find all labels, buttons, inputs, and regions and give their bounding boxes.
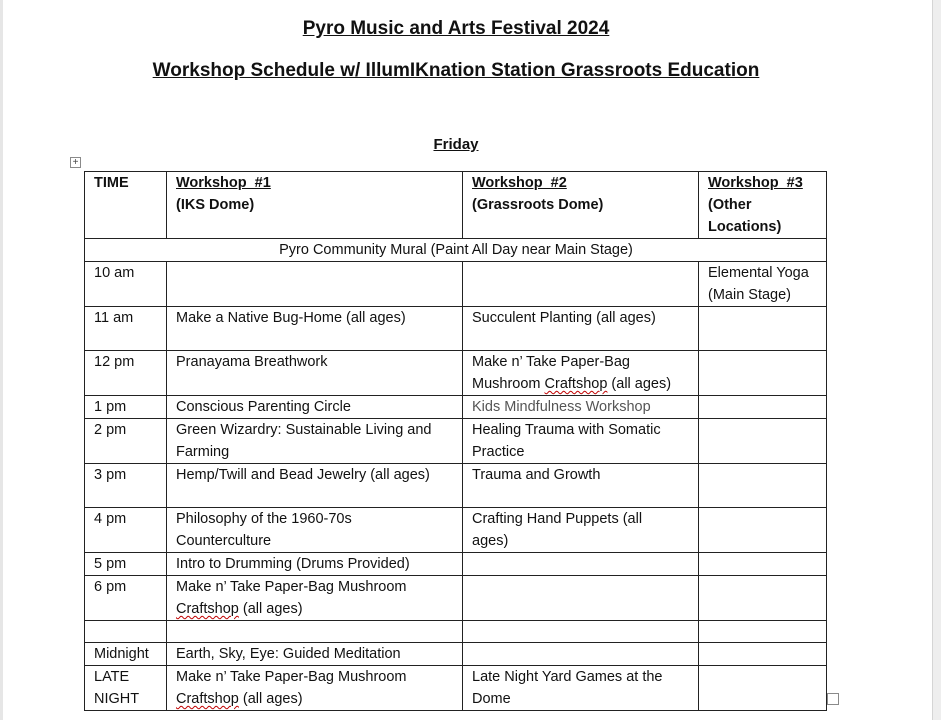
workshop-3-cell bbox=[699, 396, 827, 419]
header-workshop-1-location: (IKS Dome) bbox=[176, 197, 255, 213]
header-workshop-3 bbox=[699, 172, 827, 239]
workshop-2-cell bbox=[463, 553, 699, 576]
workshop-3-cell bbox=[699, 576, 827, 621]
header-time bbox=[85, 172, 167, 239]
header-workshop-2-title: Workshop #2 bbox=[472, 175, 567, 191]
workshop-3-cell bbox=[699, 508, 827, 553]
time-cell: 6 pm bbox=[85, 576, 167, 621]
workshop-1-line-2: Counterculture bbox=[176, 533, 272, 549]
table-row bbox=[85, 576, 827, 621]
workshop-2-line-2b: (all ages) bbox=[607, 376, 672, 392]
header-workshop-3-location-a: (Other bbox=[708, 197, 752, 213]
header-time-label: TIME bbox=[94, 175, 129, 191]
mural-cell: Pyro Community Mural (Paint All Day near Main Stage) bbox=[85, 239, 827, 262]
workshop-1-cell: Earth, Sky, Eye: Guided Meditation bbox=[167, 643, 463, 666]
time-cell bbox=[85, 666, 167, 711]
workshop-1-line-1: Make n’ Take Paper-Bag Mushroom bbox=[176, 579, 407, 595]
workshop-3-line-2: (Main Stage) bbox=[708, 287, 792, 303]
table-row bbox=[85, 464, 827, 508]
table-row bbox=[85, 553, 827, 576]
workshop-2-line-2: ages) bbox=[472, 533, 509, 549]
table-row bbox=[85, 307, 827, 351]
document-subtitle: Workshop Schedule w/ IllumIKnation Station Grassroots Education bbox=[152, 60, 760, 81]
spellcheck-word: Craftshop bbox=[544, 376, 608, 392]
header-workshop-1-title: Workshop #1 bbox=[176, 175, 271, 191]
time-cell: 3 pm bbox=[85, 464, 167, 508]
workshop-1-cell bbox=[167, 262, 463, 307]
header-workshop-1 bbox=[167, 172, 463, 239]
workshop-1-cell: Make a Native Bug-Home (all ages) bbox=[167, 307, 463, 351]
workshop-2-cell bbox=[463, 576, 699, 621]
workshop-1-line-1: Green Wizardry: Sustainable Living and bbox=[176, 422, 432, 438]
table-row bbox=[85, 351, 827, 396]
time-cell: 5 pm bbox=[85, 553, 167, 576]
time-cell: 2 pm bbox=[85, 419, 167, 464]
workshop-2-line-1: Crafting Hand Puppets (all bbox=[472, 511, 643, 527]
time-cell: 11 am bbox=[85, 307, 167, 351]
workshop-3-cell bbox=[699, 666, 827, 711]
workshop-3-cell bbox=[699, 351, 827, 396]
workshop-1-line-2: (all ages) bbox=[238, 601, 303, 617]
workshop-1-cell bbox=[167, 419, 463, 464]
workshop-3-cell bbox=[699, 553, 827, 576]
workshop-1-cell: Pranayama Breathwork bbox=[167, 351, 463, 396]
workshop-3-cell bbox=[699, 307, 827, 351]
workshop-2-line-1: Make n’ Take Paper-Bag bbox=[472, 354, 630, 370]
workshop-2-cell bbox=[463, 262, 699, 307]
workshop-2-cell bbox=[463, 666, 699, 711]
table-header-row bbox=[85, 172, 827, 239]
workshop-3-cell bbox=[699, 464, 827, 508]
workshop-1-line-1: Make n’ Take Paper-Bag Mushroom bbox=[176, 669, 407, 685]
workshop-2-cell bbox=[463, 508, 699, 553]
workshop-2-cell: Trauma and Growth bbox=[463, 464, 699, 508]
time-cell: 10 am bbox=[85, 262, 167, 307]
workshop-1-cell: Conscious Parenting Circle bbox=[167, 396, 463, 419]
workshop-3-cell bbox=[699, 643, 827, 666]
time-cell: 12 pm bbox=[85, 351, 167, 396]
workshop-1-cell bbox=[167, 666, 463, 711]
table-row bbox=[85, 508, 827, 553]
table-row bbox=[85, 262, 827, 307]
header-workshop-3-title: Workshop #3 bbox=[708, 175, 803, 191]
workshop-2-line-1: Late Night Yard Games at the bbox=[472, 669, 663, 685]
workshop-1-cell: Intro to Drumming (Drums Provided) bbox=[167, 553, 463, 576]
table-row bbox=[85, 239, 827, 262]
time-line-2: NIGHT bbox=[94, 691, 140, 707]
table-row bbox=[85, 666, 827, 711]
workshop-1-cell bbox=[167, 508, 463, 553]
workshop-1-cell bbox=[167, 621, 463, 643]
workshop-1-line-2: Farming bbox=[176, 444, 230, 460]
resize-handle-icon[interactable] bbox=[827, 693, 839, 705]
workshop-1-line-1: Philosophy of the 1960-70s bbox=[176, 511, 352, 527]
time-cell: Midnight bbox=[85, 643, 167, 666]
workshop-2-cell bbox=[463, 643, 699, 666]
table-row bbox=[85, 643, 827, 666]
header-workshop-2-location: (Grassroots Dome) bbox=[472, 197, 604, 213]
header-workshop-3-location-b: Locations) bbox=[708, 219, 782, 235]
workshop-2-line-2: Dome bbox=[472, 691, 511, 707]
time-cell bbox=[85, 621, 167, 643]
workshop-2-cell: Succulent Planting (all ages) bbox=[463, 307, 699, 351]
header-workshop-2 bbox=[463, 172, 699, 239]
workshop-1-line-2: (all ages) bbox=[238, 691, 303, 707]
time-line-1: LATE bbox=[94, 669, 130, 685]
table-row bbox=[85, 396, 827, 419]
schedule-table bbox=[84, 171, 827, 711]
workshop-3-cell bbox=[699, 621, 827, 643]
workshop-3-cell bbox=[699, 262, 827, 307]
table-row bbox=[85, 419, 827, 464]
workshop-2-cell bbox=[463, 351, 699, 396]
workshop-2-line-2: Practice bbox=[472, 444, 525, 460]
time-cell: 1 pm bbox=[85, 396, 167, 419]
workshop-1-cell: Hemp/Twill and Bead Jewelry (all ages) bbox=[167, 464, 463, 508]
workshop-2-cell bbox=[463, 621, 699, 643]
spellcheck-word: Craftshop bbox=[176, 601, 239, 617]
document-title: Pyro Music and Arts Festival 2024 bbox=[302, 18, 610, 39]
vertical-scrollbar[interactable] bbox=[932, 0, 941, 720]
move-handle-icon[interactable]: + bbox=[70, 157, 81, 168]
day-heading: Friday bbox=[433, 136, 479, 153]
workshop-1-cell bbox=[167, 576, 463, 621]
page-left-edge bbox=[0, 0, 3, 720]
workshop-2-cell bbox=[463, 419, 699, 464]
workshop-3-line-1: Elemental Yoga bbox=[708, 265, 809, 281]
workshop-3-cell bbox=[699, 419, 827, 464]
table-row bbox=[85, 621, 827, 643]
spellcheck-word: Craftshop bbox=[176, 691, 239, 707]
workshop-2-line-1: Healing Trauma with Somatic bbox=[472, 422, 661, 438]
workshop-2-cell: Kids Mindfulness Workshop bbox=[463, 396, 699, 419]
workshop-2-line-2a: Mushroom bbox=[472, 376, 545, 392]
time-cell: 4 pm bbox=[85, 508, 167, 553]
